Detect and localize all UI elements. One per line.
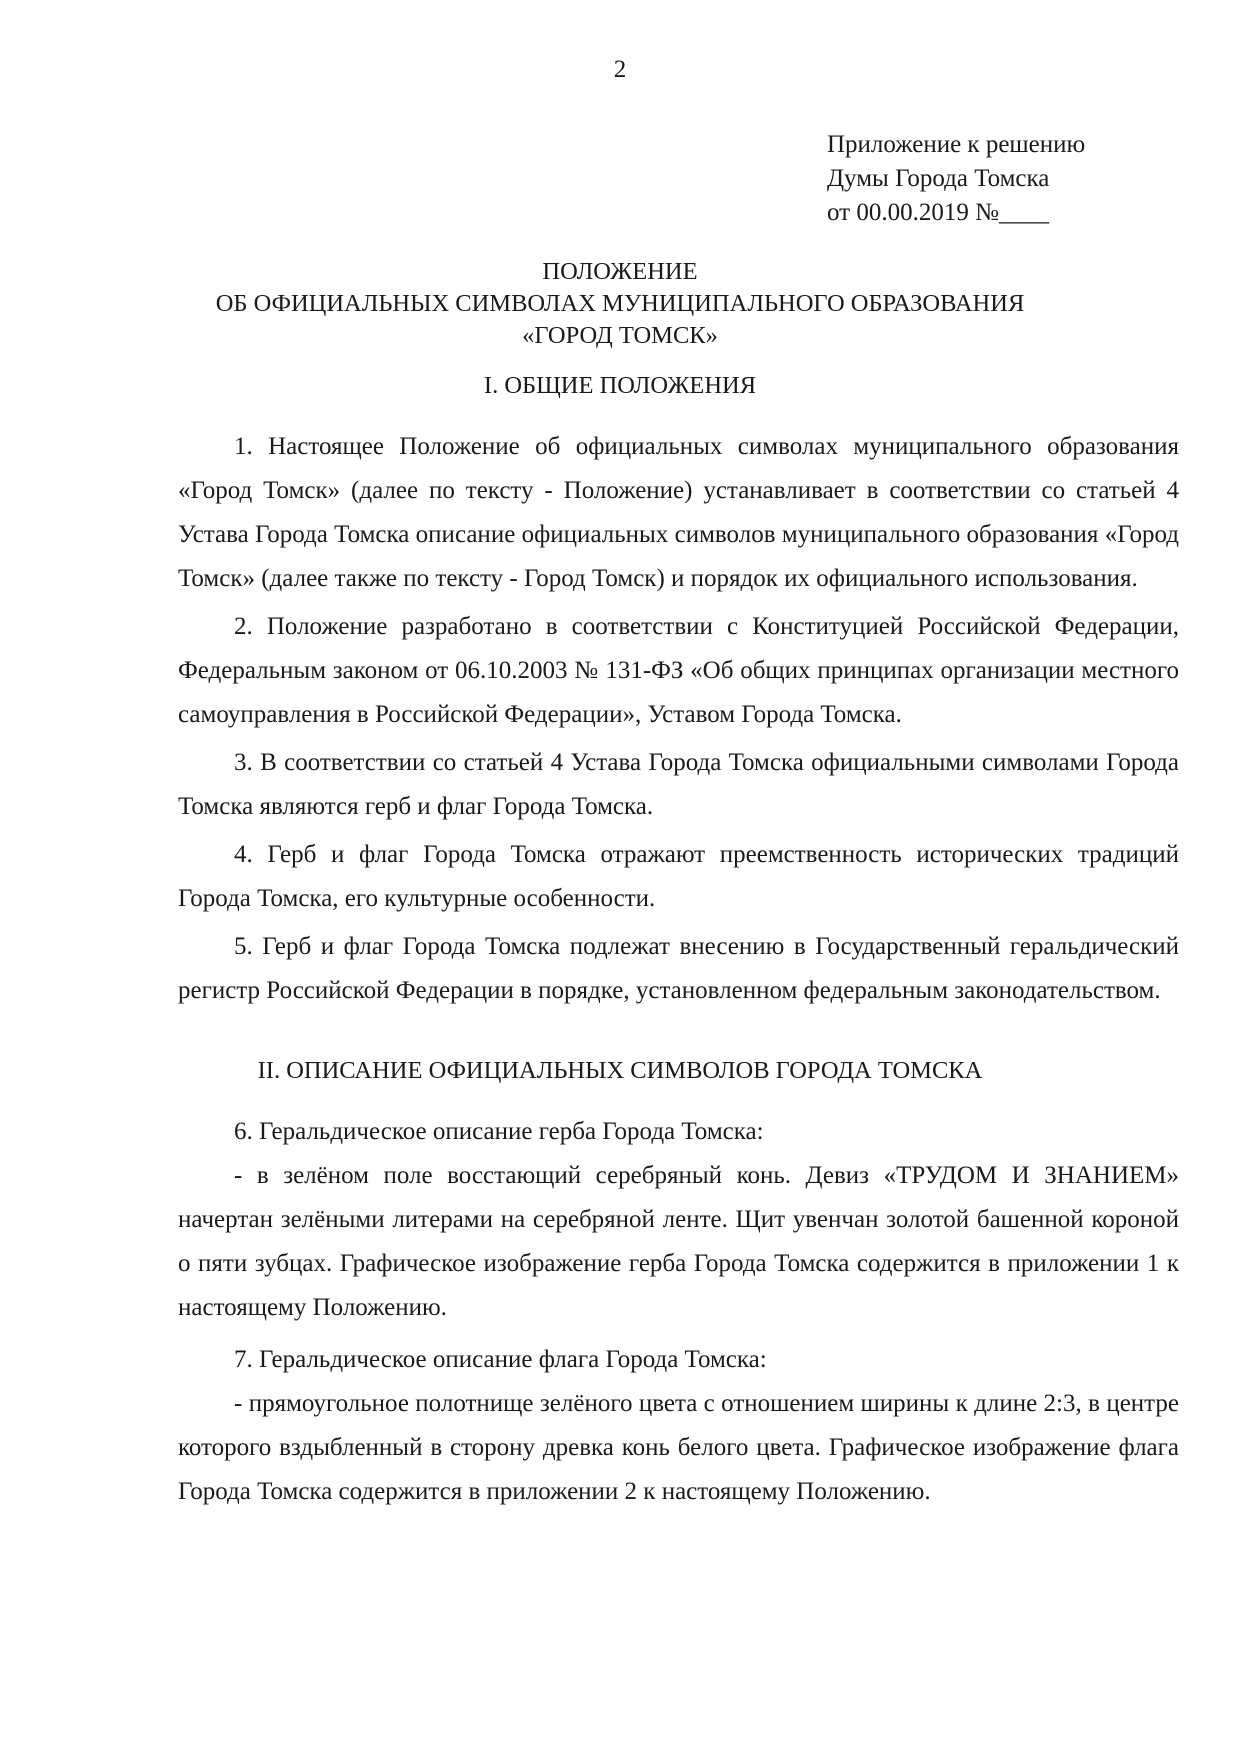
section-2-paragraph-2: - в зелёном поле восстающий серебряный конь. Девиз «ТРУДОМ И ЗНАНИЕМ» начертан зелёными литерами на серебряной ленте. Щит увенчан золотой башенной короной о пяти зубцах. Графическое изображение герба Города Томска содержится в приложении 1 к настоящему Положению. (178, 1162, 1179, 1321)
appendix-reference (827, 128, 1085, 230)
section-1-body (178, 425, 1179, 1013)
title-line-1: ПОЛОЖЕНИЕ (542, 258, 698, 285)
section-1-paragraph-3: 3. В соответствии со статьей 4 Устава Города Томска официальными символами Города Томска являются герб и флаг Города Томска. (178, 749, 1179, 820)
section-2-paragraph-3: 7. Геральдическое описание флага Города Томска: (234, 1346, 767, 1373)
section-2-heading: II. ОПИСАНИЕ ОФИЦИАЛЬНЫХ СИМВОЛОВ ГОРОДА ТОМСКА (257, 1057, 983, 1084)
page-number: 2 (613, 56, 627, 83)
appendix-line-2: Думы Города Томска (827, 165, 1050, 192)
section-1-paragraph-4: 4. Герб и флаг Города Томска отражают преемственность исторических традиций Города Томска, его культурные особенности. (178, 841, 1179, 912)
title-line-2: ОБ ОФИЦИАЛЬНЫХ СИМВОЛАХ МУНИЦИПАЛЬНОГО ОБРАЗОВАНИЯ (215, 290, 1025, 317)
appendix-line-1: Приложение к решению (827, 131, 1086, 158)
section-2-paragraph-1: 6. Геральдическое описание герба Города Томска: (234, 1118, 764, 1145)
appendix-line-3: от 00.00.2019 №____ (827, 199, 1049, 226)
title-line-3: «ГОРОД ТОМСК» (522, 322, 718, 349)
section-1-paragraph-2: 2. Положение разработано в соответствии с Конституцией Российской Федерации, Федеральным законом от 06.10.2003 № 131-ФЗ «Об общих принципах организации местного самоуправления в Российской Федерации», Уставом Города Томска. (178, 613, 1179, 728)
section-1-paragraph-1: 1. Настоящее Положение об официальных символах муниципального образования «Город Томск» (далее по тексту - Положение) устанавливает в соответствии со статьей 4 Устава Города Томска описание официальных символов муниципального образования «Город Томск» (далее также по тексту - Город Томск) и порядок их официального использования. (178, 433, 1179, 592)
section-1-paragraph-5: 5. Герб и флаг Города Томска подлежат внесению в Государственный геральдический регистр Российской Федерации в порядке, установленном федеральным законодательством. (178, 933, 1179, 1004)
document-title (0, 256, 1240, 352)
section-1-heading: I. ОБЩИЕ ПОЛОЖЕНИЯ (483, 372, 757, 399)
section-2-paragraph-4: - прямоугольное полотнище зелёного цвета с отношением ширины к длине 2:3, в центре которого вздыбленный в сторону древка конь белого цвета. Графическое изображение флага Города Томска содержится в приложении 2 к настоящему Положению. (178, 1390, 1179, 1505)
section-2-body (178, 1110, 1179, 1514)
